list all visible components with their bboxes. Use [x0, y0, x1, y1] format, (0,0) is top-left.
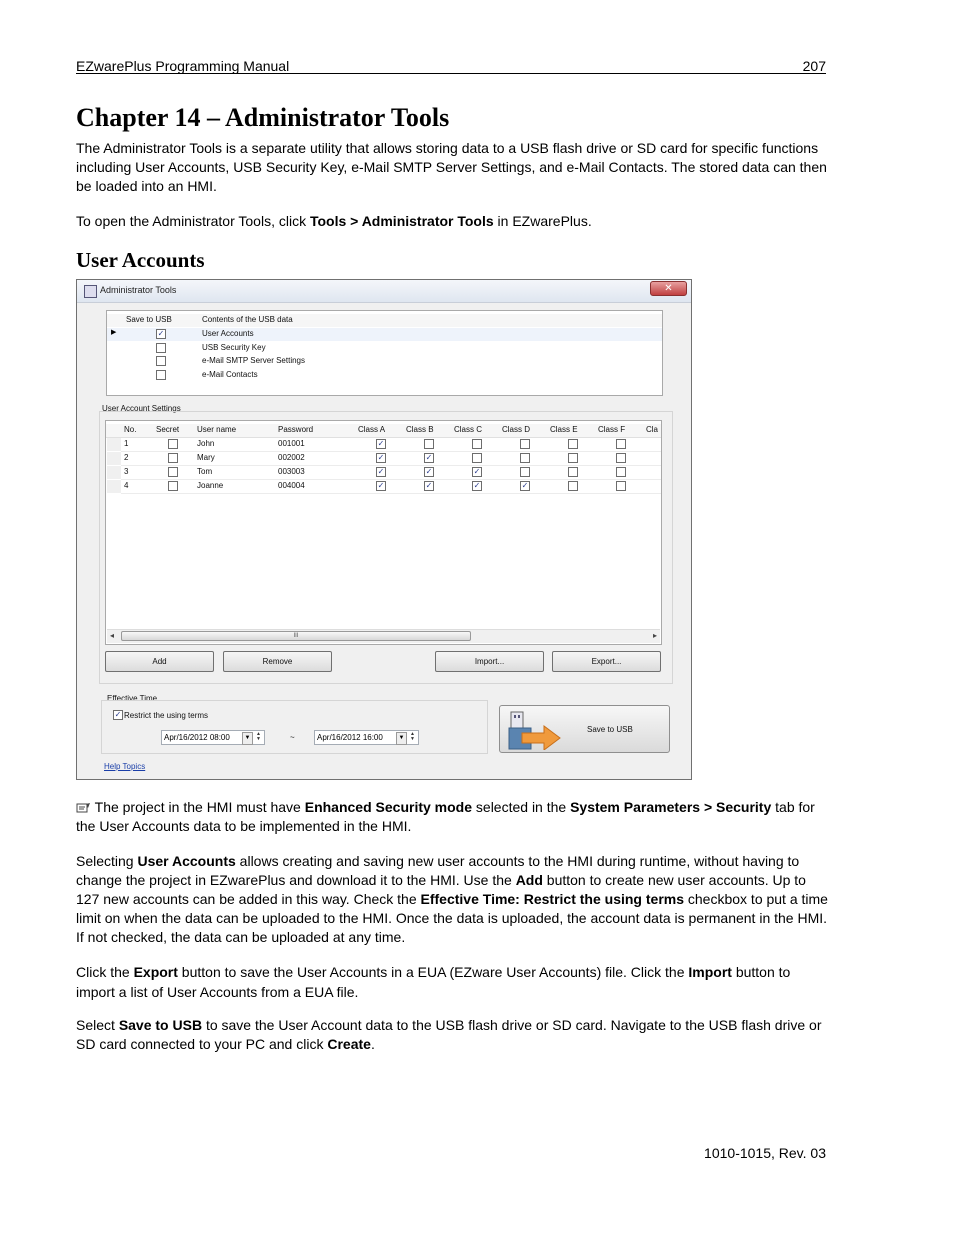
- scroll-thumb[interactable]: III: [121, 631, 471, 641]
- password-cell: 003003: [278, 467, 305, 476]
- usb-row-checkbox[interactable]: [156, 343, 166, 353]
- usb-row-checkbox[interactable]: [156, 370, 166, 380]
- password-cell: 002002: [278, 453, 305, 462]
- doc-number: 1010-1015, Rev. 03: [704, 1145, 826, 1161]
- restrict-terms-label: Restrict the using terms: [124, 711, 209, 720]
- class-checkbox[interactable]: [568, 467, 578, 477]
- class-checkbox[interactable]: [616, 439, 626, 449]
- usb-row-checkbox[interactable]: [156, 356, 166, 366]
- row-number: 3: [124, 467, 129, 476]
- save-paragraph: Select Save to USB to save the User Account data to the USB flash drive or SD card. Navigate to the USB flash drive or SD card connected to your PC and click Create.: [76, 1017, 822, 1052]
- row-selector-icon: ▶: [111, 329, 117, 336]
- table-row[interactable]: [106, 452, 661, 465]
- dropdown-icon[interactable]: ▼: [242, 732, 253, 745]
- col-class-d: Class D: [502, 425, 531, 434]
- app-icon: [84, 285, 97, 298]
- col-user-name: User name: [197, 425, 237, 434]
- secret-checkbox[interactable]: [168, 481, 178, 491]
- scroll-left-icon[interactable]: ◂: [110, 631, 115, 640]
- window-titlebar: [77, 280, 691, 303]
- table-row[interactable]: [106, 466, 661, 479]
- usb-table-header: [107, 314, 662, 327]
- class-checkbox[interactable]: [520, 467, 530, 477]
- intro-paragraph: The Administrator Tools is a separate utility that allows storing data to a USB flash drive or SD card for specific functions including User Accounts, USB Security Key, e-Mail SMTP Server Settings, and e-Mail Contacts. The stored data can then be loaded into an HMI.: [76, 140, 827, 194]
- note-icon: [76, 803, 91, 813]
- col-class-e: Class E: [550, 425, 578, 434]
- scroll-right-icon[interactable]: ▸: [652, 631, 657, 640]
- class-checkbox[interactable]: [616, 453, 626, 463]
- effective-time-group: [101, 700, 488, 754]
- spinner-icon[interactable]: ▲ ▼: [410, 731, 415, 742]
- class-checkbox[interactable]: [472, 453, 482, 463]
- usb-save-icon: [508, 710, 564, 750]
- col-contents: Contents of the USB data: [202, 315, 293, 324]
- col-class-b: Class B: [406, 425, 434, 434]
- table-row[interactable]: [106, 480, 661, 493]
- class-checkbox[interactable]: ✓: [425, 467, 433, 476]
- class-checkbox[interactable]: ✓: [377, 481, 385, 490]
- add-button[interactable]: Add: [105, 651, 214, 672]
- manual-title: EZwarePlus Programming Manual: [76, 58, 290, 74]
- col-class-g: Cla: [646, 425, 659, 434]
- class-checkbox[interactable]: [616, 481, 626, 491]
- header-rule: [76, 73, 826, 74]
- row-header-cell[interactable]: [107, 480, 121, 493]
- class-checkbox[interactable]: ✓: [377, 453, 385, 462]
- usb-contents-table: [106, 310, 663, 396]
- chapter-title: Chapter 14 – Administrator Tools: [76, 103, 450, 132]
- class-checkbox[interactable]: [568, 481, 578, 491]
- close-button[interactable]: ✕: [650, 281, 687, 296]
- start-datetime-value: Apr/16/2012 08:00: [164, 733, 230, 742]
- open-paragraph: To open the Administrator Tools, click Tools > Administrator Tools in EZwarePlus.: [76, 213, 592, 229]
- class-checkbox[interactable]: [616, 467, 626, 477]
- remove-button[interactable]: Remove: [223, 651, 332, 672]
- class-checkbox[interactable]: [520, 439, 530, 449]
- end-datetime-value: Apr/16/2012 16:00: [317, 733, 383, 742]
- user-name-cell: John: [197, 439, 215, 448]
- row-number: 4: [124, 481, 129, 490]
- restrict-terms-checkbox[interactable]: ✓: [114, 710, 122, 719]
- usb-row-checkbox[interactable]: ✓: [157, 329, 165, 338]
- class-checkbox[interactable]: ✓: [425, 453, 433, 462]
- save-to-usb-label: Save to USB: [587, 725, 633, 734]
- secret-checkbox[interactable]: [168, 467, 178, 477]
- class-checkbox[interactable]: ✓: [377, 439, 385, 448]
- usb-row-label: e-Mail Contacts: [202, 370, 258, 379]
- user-name-cell: Mary: [197, 453, 215, 462]
- horizontal-scrollbar[interactable]: [107, 629, 660, 643]
- usb-row-label: User Accounts: [202, 329, 254, 338]
- password-cell: 004004: [278, 481, 305, 490]
- page-number: 207: [802, 58, 826, 74]
- row-header-cell[interactable]: [107, 438, 121, 451]
- col-class-a: Class A: [358, 425, 386, 434]
- col-save-to-usb: Save to USB: [126, 315, 172, 324]
- row-header-cell[interactable]: [107, 452, 121, 465]
- col-password: Password: [278, 425, 314, 434]
- class-checkbox[interactable]: [568, 439, 578, 449]
- table-row[interactable]: [106, 438, 661, 451]
- effective-time-label: Effective Time: [107, 694, 158, 703]
- administrator-tools-window: [76, 279, 692, 780]
- row-number: 2: [124, 453, 129, 462]
- class-checkbox[interactable]: ✓: [473, 481, 481, 490]
- selecting-paragraph: Selecting User Accounts allows creating and saving new user accounts to the HMI during runtime, without having to change the project in EZwarePlus and download it to the HMI. Use the Add button to create new user accounts. Up to 127 new accounts can be added in this way. Check the Effective Time: Restrict the using terms checkbox to put a time limit on when the data can be uploaded to the HMI. Once the data is uploaded, the account data is permanent in the HMI. If not checked, the data can be uploaded at any time.: [76, 853, 828, 945]
- export-button[interactable]: Export...: [552, 651, 661, 672]
- account-table-header: [106, 424, 661, 438]
- usb-row-label: e-Mail SMTP Server Settings: [202, 356, 305, 365]
- col-secret: Secret: [156, 425, 180, 434]
- user-account-table: [105, 420, 662, 645]
- class-checkbox[interactable]: [520, 453, 530, 463]
- user-account-settings-label: User Account Settings: [102, 404, 181, 413]
- usb-row-label: USB Security Key: [202, 343, 266, 352]
- usb-row[interactable]: [107, 355, 662, 368]
- row-number: 1: [124, 439, 129, 448]
- class-checkbox[interactable]: ✓: [521, 481, 529, 490]
- window-title: Administrator Tools: [100, 285, 177, 295]
- row-divider: [121, 493, 661, 494]
- col-class-c: Class C: [454, 425, 483, 434]
- class-checkbox[interactable]: [424, 439, 434, 449]
- class-checkbox[interactable]: ✓: [425, 481, 433, 490]
- usb-row[interactable]: [107, 369, 662, 382]
- usb-row[interactable]: [107, 328, 662, 341]
- secret-checkbox[interactable]: [168, 453, 178, 463]
- user-name-cell: Tom: [197, 467, 213, 476]
- class-checkbox[interactable]: [472, 439, 482, 449]
- col-no: No.: [124, 425, 137, 434]
- dropdown-icon[interactable]: ▼: [396, 732, 407, 745]
- user-name-cell: Joanne: [197, 481, 224, 490]
- secret-checkbox[interactable]: [168, 439, 178, 449]
- end-datetime-picker[interactable]: [314, 730, 419, 745]
- password-cell: 001001: [278, 439, 305, 448]
- help-topics-link[interactable]: Help Topics: [104, 762, 146, 771]
- section-title: User Accounts: [76, 248, 205, 272]
- start-datetime-picker[interactable]: [161, 730, 265, 745]
- save-to-usb-button[interactable]: [499, 705, 670, 753]
- row-header-cell[interactable]: [107, 466, 121, 479]
- class-checkbox[interactable]: ✓: [377, 467, 385, 476]
- range-tilde: ~: [290, 733, 295, 742]
- note-paragraph: The project in the HMI must have Enhanced Security mode selected in the System Parameters > Security tab for the User Accounts data to be implemented in the HMI.: [76, 799, 815, 834]
- import-button[interactable]: Import...: [435, 651, 544, 672]
- col-class-f: Class F: [598, 425, 626, 434]
- usb-row[interactable]: [107, 342, 662, 355]
- export-paragraph: Click the Export button to save the User Accounts in a EUA (EZware User Accounts) file. Click the Import button to import a list of User Accounts from a EUA file.: [76, 964, 791, 1000]
- spinner-icon[interactable]: ▲ ▼: [256, 731, 261, 742]
- class-checkbox[interactable]: ✓: [473, 467, 481, 476]
- class-checkbox[interactable]: [568, 453, 578, 463]
